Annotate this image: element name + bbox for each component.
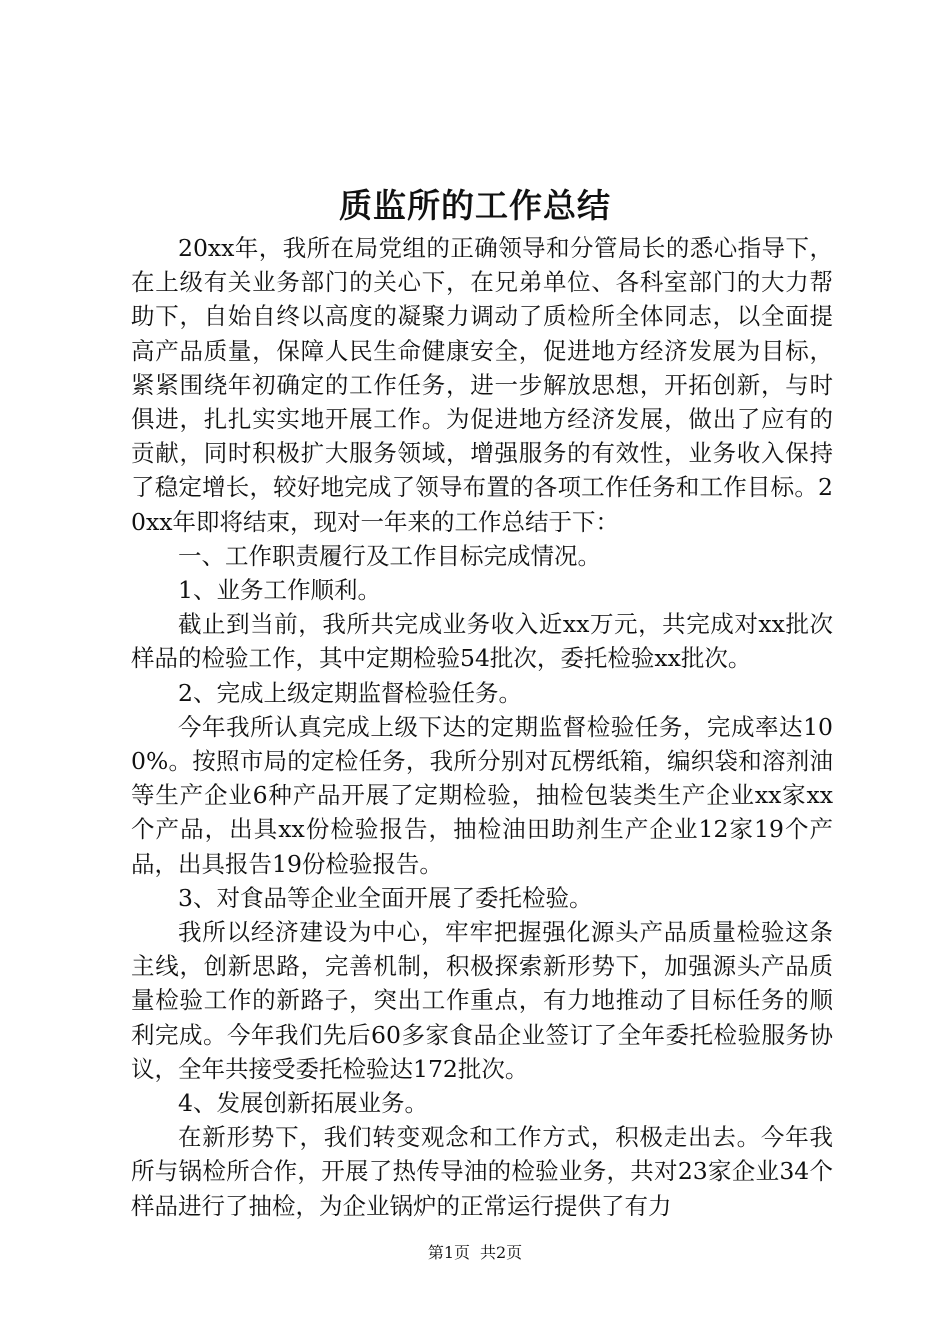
subheading-commissioned-inspection: 3、对食品等企业全面开展了委托检验。 — [178, 883, 593, 912]
subheading-innovation: 4、发展创新拓展业务。 — [178, 1089, 428, 1118]
paragraph-business: 截止到当前，我所共完成业务收入近xx万元，共完成对xx批次样品的检验工作，其中定期检验54批次，委托检验xx批次。 — [131, 610, 833, 673]
page-number-total: 共2页 — [480, 1243, 523, 1262]
page-footer — [0, 1242, 950, 1264]
subheading-business: 1、业务工作顺利。 — [178, 576, 381, 605]
paragraph-innovation: 在新形势下，我们转变观念和工作方式，积极走出去。今年我所与锅检所合作，开展了热传导油的检验业务，共对23家企业34个样品进行了抽检，为企业锅炉的正常运行提供了有力 — [131, 1123, 833, 1220]
paragraph-periodic-inspection: 今年我所认真完成上级下达的定期监督检验任务，完成率达100%。按照市局的定检任务，我所分别对瓦楞纸箱，编织袋和溶剂油等生产企业6种产品开展了定期检验，抽检包装类生产企业xx家xx个产品，出具xx份检验报告，抽检油田助剂生产企业12家19个产品，出具报告19份检验报告。 — [131, 712, 833, 878]
paragraph-commissioned-inspection: 我所以经济建设为中心，牢牢把握强化源头产品质量检验这条主线，创新思路，完善机制，积极探索新形势下，加强源头产品质量检验工作的新路子，突出工作重点，有力地推动了目标任务的顺利完成。今年我们先后60多家食品企业签订了全年委托检验服务协议，全年共接受委托检验达172批次。 — [131, 918, 833, 1083]
section-heading-duties: 一、工作职责履行及工作目标完成情况。 — [178, 541, 601, 570]
document-title: 质监所的工作总结 — [339, 186, 611, 225]
paragraph-intro: 20xx年，我所在局党组的正确领导和分管局长的悉心指导下，在上级有关业务部门的关心下，在兄弟单位、各科室部门的大力帮助下，自始自终以高度的凝聚力调动了质检所全体同志，以全面提高产品质量，保障人民生命健康安全，促进地方经济发展为目标，紧紧围绕年初确定的工作任务，进一步解放思想，开拓创新，与时俱进，扎扎实实地开展工作。为促进地方经济发展，做出了应有的贡献，同时积极扩大服务领域，增强服务的有效性，业务收入保持了稳定增长，较好地完成了领导布置的各项工作任务和工作目标。20xx年即将结束，现对一年来的工作总结于下： — [131, 234, 833, 536]
document-body — [131, 231, 833, 1223]
subheading-periodic-inspection: 2、完成上级定期监督检验任务。 — [178, 678, 522, 707]
page-number-current: 第1页 — [427, 1243, 470, 1262]
